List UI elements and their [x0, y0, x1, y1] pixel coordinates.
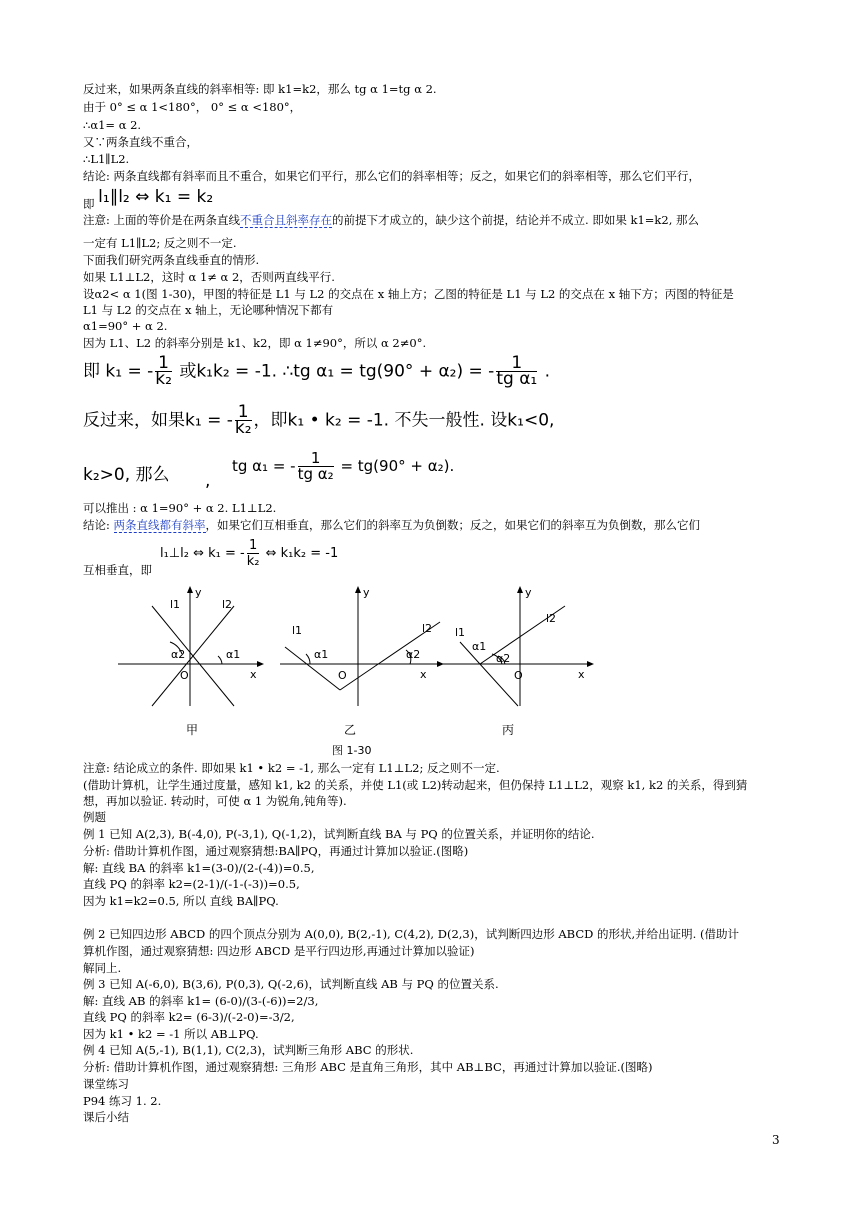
- text-line: 因为 k1=k2=0.5, 所以 直线 BA∥PQ.: [83, 894, 279, 908]
- label-alpha1: α1: [226, 648, 241, 661]
- label-l2: l2: [422, 622, 433, 635]
- text-line: α1=90° + α 2.: [83, 319, 168, 333]
- denominator: k₂: [155, 369, 172, 389]
- label-bing: 丙: [502, 723, 515, 737]
- label-alpha2: α2: [496, 652, 511, 665]
- text-line: 想，再加以验证. 转动时，可使 α 1 为锐角,钝角等).: [83, 794, 347, 808]
- text-line: 可以推出 : α 1=90° + α 2. L1⊥L2.: [83, 501, 277, 515]
- label-x: x: [250, 668, 257, 681]
- label-origin: O: [180, 669, 189, 682]
- text-line: 下面我们研究两条直线垂直的情形.: [83, 253, 260, 267]
- label-l1: l1: [292, 624, 303, 637]
- denominator: tg α₁: [496, 369, 538, 389]
- label-y: y: [195, 586, 202, 599]
- text-line: 解: 直线 BA 的斜率 k1=(3-0)/(2-(-4))=0.5,: [83, 861, 315, 875]
- formula-text: .: [539, 361, 551, 382]
- text-line: ∴L1∥L2.: [83, 152, 130, 166]
- label-alpha2: α2: [171, 648, 186, 661]
- text-segment: 的前提下才成立的，缺少这个前提，结论并不成立. 即如果 k1=k2, 那么: [332, 213, 700, 227]
- denominator: k₂: [234, 418, 252, 438]
- text-line: 例 4 已知 A(5,-1), B(1,1), C(2,3)，试判断三角形 ABC 的形状.: [83, 1043, 414, 1057]
- text-line: 分析: 借助计算机作图，通过观察猜想:BA∥PQ，再通过计算加以验证.(图略): [83, 844, 469, 858]
- text-line: (借助计算机，让学生通过度量，感知 k1, k2 的关系，并使 L1(或 L2)转动起来，但仍保持 L1⊥L2，观察 k1, k2 的关系，得到猜: [83, 778, 748, 792]
- formula-tg: [232, 451, 454, 482]
- text-line: 解同上.: [83, 961, 122, 975]
- prefix: 即: [83, 197, 95, 211]
- text-line: L1 与 L2 的交点在 x 轴上，无论哪种情况下都有: [83, 303, 334, 317]
- formula-text: l₁⊥l₂ ⇔ k₁ = -: [160, 546, 245, 561]
- text-line: [83, 187, 214, 212]
- text-line: 算机作图，通过观察猜想: 四边形 ABCD 是平行四边形,再通过计算加以验证): [83, 944, 475, 958]
- page-number: 3: [772, 1133, 780, 1147]
- text-line: 因为 k1 • k2 = -1 所以 AB⊥PQ.: [83, 1027, 259, 1041]
- label-origin: O: [514, 669, 523, 682]
- fraction: [247, 538, 260, 569]
- text-line: 例 3 已知 A(-6,0), B(3,6), P(0,3), Q(-2,6)，试判断直线 AB 与 PQ 的位置关系.: [83, 977, 499, 991]
- fraction: [234, 402, 252, 438]
- text-line: [83, 518, 700, 533]
- link-condition[interactable]: 不重合且斜率存在: [240, 213, 333, 227]
- text-line: 反过来，如果两条直线的斜率相等: 即 k1=k2，那么 tg α 1=tg α 2.: [83, 82, 437, 96]
- label-l2: l2: [546, 612, 557, 625]
- fraction: [155, 353, 172, 389]
- link-condition[interactable]: 两条直线都有斜率: [113, 518, 206, 532]
- figure-caption: 图 1-30: [332, 744, 372, 757]
- formula-perpendicular: [160, 538, 338, 569]
- formula-text: k₂>0, 那么: [83, 465, 170, 485]
- label-l1: l1: [455, 626, 466, 639]
- text-line: 课堂练习: [83, 1077, 129, 1091]
- label-x: x: [420, 668, 427, 681]
- text-line: 如果 L1⊥L2，这时 α 1≠ α 2，否则两直线平行.: [83, 270, 335, 284]
- formula-line: [83, 353, 551, 389]
- text-segment: 结论:: [83, 518, 114, 532]
- text-line: 例 2 已知四边形 ABCD 的四个顶点分别为 A(0,0), B(2,-1), C(4,2), D(2,3)，试判断四边形 ABCD 的形状,并给出证明. (借助计: [83, 927, 739, 941]
- text-line: P94 练习 1. 2.: [83, 1094, 162, 1108]
- formula-line: [83, 464, 211, 491]
- denominator: tg α₂: [297, 465, 334, 483]
- formula-text: ，即k₁ • k₂ = -1. 不失一般性. 设k₁<0,: [253, 410, 555, 431]
- label-jia: 甲: [186, 723, 199, 737]
- text-line: 解: 直线 AB 的斜率 k1= (6-0)/(3-(-6))=2/3,: [83, 994, 319, 1008]
- text-segment: 注意: 上面的等价是在两条直线: [83, 213, 241, 227]
- formula-text: ⇔ k₁k₂ = -1: [261, 546, 339, 561]
- label-y: y: [363, 586, 370, 599]
- label-origin: O: [338, 669, 347, 682]
- text-line: 因为 L1、L2 的斜率分别是 k1、k2，即 α 1≠90°，所以 α 2≠0°.: [83, 336, 427, 350]
- fraction: [298, 451, 334, 482]
- text-line: 又∵两条直线不重合，: [83, 135, 198, 149]
- numerator: 1: [247, 538, 260, 554]
- label-l2: l2: [222, 598, 233, 611]
- formula-text: ,: [204, 471, 211, 491]
- text-line: 直线 PQ 的斜率 k2=(2-1)/(-1-(-3))=0.5,: [83, 877, 300, 891]
- formula-line: [83, 402, 555, 438]
- formula-text: 即 k₁ = -: [83, 361, 154, 382]
- label-alpha1: α1: [314, 648, 329, 661]
- text-line: 例题: [83, 810, 106, 824]
- text-line: [83, 213, 699, 228]
- numerator: 1: [298, 451, 334, 467]
- text-line: ∴α1= α 2.: [83, 118, 142, 132]
- label-x: x: [578, 668, 585, 681]
- text-line: 分析: 借助计算机作图，通过观察猜想: 三角形 ABC 是直角三角形，其中 AB⊥BC，再通过计算加以验证.(图略): [83, 1060, 653, 1074]
- label-yi: 乙: [344, 723, 357, 737]
- figure-1-30: [110, 582, 610, 758]
- denominator: k₂: [246, 554, 260, 569]
- text-line: 直线 PQ 的斜率 k2= (6-3)/(-2-0)=-3/2,: [83, 1010, 295, 1024]
- text-line: 课后小结: [83, 1110, 129, 1124]
- text-line: 结论: 两条直线都有斜率而且不重合，如果它们平行，那么它们的斜率相等；反之，如果它们的斜率相等，那么它们平行，: [83, 169, 701, 183]
- label-l1: l1: [170, 598, 181, 611]
- numerator: 1: [235, 405, 252, 421]
- text-line: 注意: 结论成立的条件. 即如果 k1 • k2 = -1, 那么一定有 L1⊥L2; 反之则不一定.: [83, 761, 500, 775]
- text-line: 互相垂直，即: [83, 563, 152, 577]
- text-segment: ，如果它们互相垂直，那么它们的斜率互为负倒数；反之，如果它们的斜率互为负倒数，那么它们: [205, 518, 701, 532]
- text-line: 一定有 L1∥L2; 反之则不一定.: [83, 236, 237, 250]
- text-line: 例 1 已知 A(2,3), B(-4,0), P(-3,1), Q(-1,2)，试判断直线 BA 与 PQ 的位置关系，并证明你的结论.: [83, 827, 595, 841]
- formula-text: = tg(90° + α₂).: [335, 457, 455, 475]
- numerator: 1: [155, 356, 172, 372]
- label-y: y: [525, 586, 532, 599]
- text-line: 由于 0° ≤ α 1<180°， 0° ≤ α <180°，: [83, 100, 302, 114]
- label-alpha2: α2: [406, 648, 421, 661]
- label-alpha1: α1: [472, 640, 487, 653]
- formula-text: 或k₁k₂ = -1. ∴tg α₁ = tg(90° + α₂) = -: [173, 361, 495, 382]
- formula-parallel: l₁∥l₂ ⇔ k₁ = k₂: [98, 187, 214, 207]
- fraction: [496, 353, 538, 389]
- numerator: 1: [496, 356, 537, 372]
- text-line: 设α2< α 1(图 1-30)，甲图的特征是 L1 与 L2 的交点在 x 轴上方；乙图的特征是 L1 与 L2 的交点在 x 轴下方；丙图的特征是: [83, 287, 734, 301]
- formula-text: 反过来，如果k₁ = -: [83, 410, 233, 431]
- formula-text: tg α₁ = -: [232, 457, 296, 475]
